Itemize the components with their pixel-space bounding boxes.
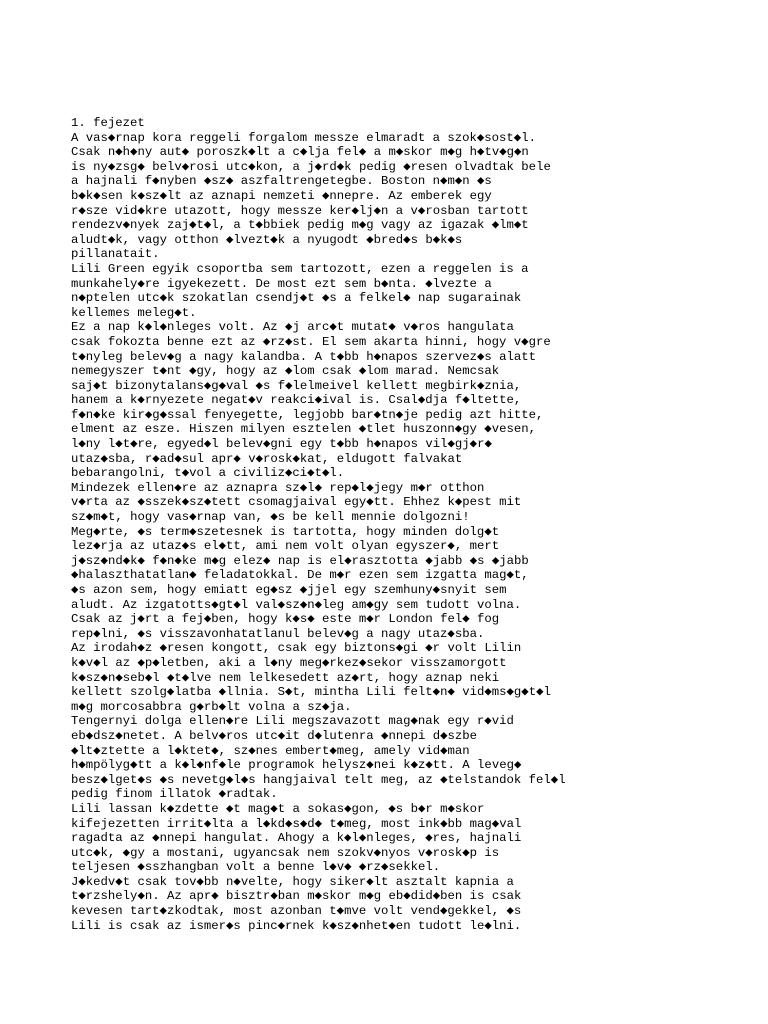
body-text: [71, 131, 751, 934]
text-line: aludt. Az izgatotts◆gt◆l val◆sz◆n◆leg am◆gy sem tudott volna.: [71, 597, 522, 612]
text-line: rep◆lni, ◆s visszavonhatatlanul belev◆g a nagy utaz◆sba.: [71, 626, 485, 641]
text-line: nemegyszer t◆nt ◆gy, hogy az ◆lom csak ◆lom marad. Nemcsak: [71, 364, 500, 379]
text-line: Lili is csak az ismer◆s pinc◆rnek k◆sz◆nhet◆en tudott le◆lni.: [71, 918, 522, 933]
text-line: f◆n◆ke kir◆g◆ssal fenyegette, legjobb bar◆tn◆je pedig azt hitte,: [71, 407, 544, 422]
text-line: h◆mpölyg◆tt a k◆l◆nf◆le programok helysz◆nei k◆z◆tt. A leveg◆: [71, 758, 522, 773]
text-line: A vas◆rnap kora reggeli forgalom messze elmaradt a szok◆sost◆l.: [71, 130, 536, 145]
text-line: J◆kedv◆t csak tov◆bb n◆velte, hogy siker◆lt asztalt kapnia a: [71, 874, 514, 889]
text-line: Csak n◆h◆ny aut◆ poroszk◆lt a c◆lja fel◆ a m◆skor m◆g h◆tv◆g◆n: [71, 145, 529, 160]
text-line: m◆g morcosabbra g◆rb◆lt volna a sz◆ja.: [71, 699, 352, 714]
text-line: l◆ny l◆t◆re, egyed◆l belev◆gni egy t◆bb h◆napos vil◆gj◆r◆: [71, 437, 492, 452]
text-line: kifejezetten irrit◆lta a l◆kd◆s◆d◆ t◆meg, most ink◆bb mag◆val: [71, 816, 522, 831]
text-line: t◆rzshely◆n. Az apr◆ bisztr◆ban m◆skor m◆g eb◆did◆ben is csak: [71, 889, 522, 904]
text-line: utc◆k, ◆gy a mostani, ugyancsak nem szokv◆nyos v◆rosk◆p is: [71, 845, 500, 860]
text-line: ◆halaszthatatlan◆ feladatokkal. De m◆r ezen sem izgatta mag◆t,: [71, 568, 529, 583]
text-line: rendezv◆nyek zaj◆t◆l, a t◆bbiek pedig m◆g vagy az igazak ◆lm◆t: [71, 218, 529, 233]
text-line: kellemes meleg◆t.: [71, 305, 197, 320]
text-line: Meg◆rte, ◆s term◆szetesnek is tartotta, hogy minden dolg◆t: [71, 524, 500, 539]
text-line: eb◆dsz◆netet. A belv◆ros utc◆it d◆lutenra ◆nnepi d◆szbe: [71, 728, 478, 743]
text-line: k◆sz◆n◆seb◆l ◆t◆lve nem lelkesedett az◆rt, hogy aznap neki: [71, 670, 500, 685]
text-line: Az irodah◆z ◆resen kongott, csak egy biztons◆gi ◆r volt Lilin: [71, 641, 522, 656]
text-line: lez◆rja az utaz◆s el◆tt, ami nem volt olyan egyszer◆, mert: [71, 539, 500, 554]
text-line: besz◆lget◆s ◆s nevetg◆l◆s hangjaival telt meg, az ◆telstandok fel◆l: [71, 772, 566, 787]
text-line: utaz◆sba, r◆ad◆sul apr◆ v◆rosk◆kat, eldugott falvakat: [71, 451, 463, 466]
text-line: is ny◆zsg◆ belv◆rosi utc◆kon, a j◆rd◆k pedig ◆resen olvadtak bele: [71, 159, 551, 174]
chapter-heading: 1. fejezet: [71, 116, 145, 130]
text-line: j◆sz◆nd◆k◆ f◆n◆ke m◆g elez◆ nap is el◆rasztotta ◆jabb ◆s ◆jabb: [71, 553, 529, 568]
text-line: saj◆t bizonytalans◆g◆val ◆s f◆lelmeivel kellett megbirk◆znia,: [71, 378, 522, 393]
text-line: t◆nyleg belev◆g a nagy kalandba. A t◆bb h◆napos szervez◆s alatt: [71, 349, 537, 364]
text-line: hanem a k◆rnyezete negat◆v reakci◆ival is. Csal◆dja f◆ltette,: [71, 393, 522, 408]
text-line: ragadta az ◆nnepi hangulat. Ahogy a k◆l◆nleges, ◆res, hajnali: [71, 831, 522, 846]
text-line: Ez a nap k◆l◆nleges volt. Az ◆j arc◆t mutat◆ v◆ros hangulata: [71, 320, 514, 335]
document-page: [71, 116, 751, 933]
text-line: v◆rta az ◆sszek◆sz◆tett csomagjaival egy◆tt. Ehhez k◆pest mit: [71, 495, 522, 510]
text-line: aludt◆k, vagy otthon ◆lvezt◆k a nyugodt ◆bred◆s b◆k◆s: [71, 232, 463, 247]
text-line: bebarangolni, t◆vol a civiliz◆ci◆t◆l.: [71, 466, 345, 481]
text-line: Mindezek ellen◆re az aznapra sz◆l◆ rep◆l◆jegy m◆r otthon: [71, 480, 485, 495]
text-line: Lili Green egyik csoportba sem tartozott, ezen a reggelen is a: [71, 261, 529, 276]
text-line: pedig finom illatok ◆radtak.: [71, 787, 278, 802]
text-line: ◆lt◆ztette a l◆ktet◆, sz◆nes embert◆meg, amely vid◆man: [71, 743, 470, 758]
text-line: Tengernyi dolga ellen◆re Lili megszavazott mag◆nak egy r◆vid: [71, 714, 514, 729]
text-line: k◆v◆l az ◆p◆letben, aki a l◆ny meg◆rkez◆sekor visszamorgott: [71, 655, 507, 670]
text-line: pillanatait.: [71, 247, 160, 262]
text-line: n◆ptelen utc◆k szokatlan csendj◆t ◆s a felkel◆ nap sugarainak: [71, 291, 522, 306]
text-line: Csak az j◆rt a fej◆ben, hogy k◆s◆ este m◆r London fel◆ fog: [71, 612, 500, 627]
text-line: a hajnali f◆nyben ◆sz◆ aszfaltrengetegbe. Boston n◆m◆n ◆s: [71, 174, 492, 189]
text-line: kevesen tart◆zkodtak, most azonban t◆mve volt vend◆gekkel, ◆s: [71, 904, 522, 919]
text-line: ◆s azon sem, hogy emiatt eg◆sz ◆jjel egy szemhuny◆snyit sem: [71, 583, 507, 597]
text-line: sz◆m◆t, hogy vas◆rnap van, ◆s be kell mennie dolgozni!: [71, 510, 470, 525]
text-line: kellett szolg◆latba ◆llnia. S◆t, mintha Lili felt◆n◆ vid◆ms◆g◆t◆l: [71, 685, 551, 700]
text-line: csak fokozta benne ezt az ◆rz◆st. El sem akarta hinni, hogy v◆gre: [71, 334, 551, 349]
text-line: teljesen ◆sszhangban volt a benne l◆v◆ ◆rz◆sekkel.: [71, 860, 441, 875]
text-line: munkahely◆re igyekezett. De most ezt sem b◆nta. ◆lvezte a: [71, 276, 492, 291]
text-line: Lili lassan k◆zdette ◆t mag◆t a sokas◆gon, ◆s b◆r m◆skor: [71, 801, 485, 816]
text-line: r◆sze vid◆kre utazott, hogy messze ker◆lj◆n a v◆rosban tartott: [71, 203, 529, 218]
text-line: b◆k◆sen k◆sz◆lt az aznapi nemzeti ◆nnepre. Az emberek egy: [71, 188, 492, 203]
text-line: elment az esze. Hiszen milyen esztelen ◆tlet huszonn◆gy ◆vesen,: [71, 422, 536, 437]
